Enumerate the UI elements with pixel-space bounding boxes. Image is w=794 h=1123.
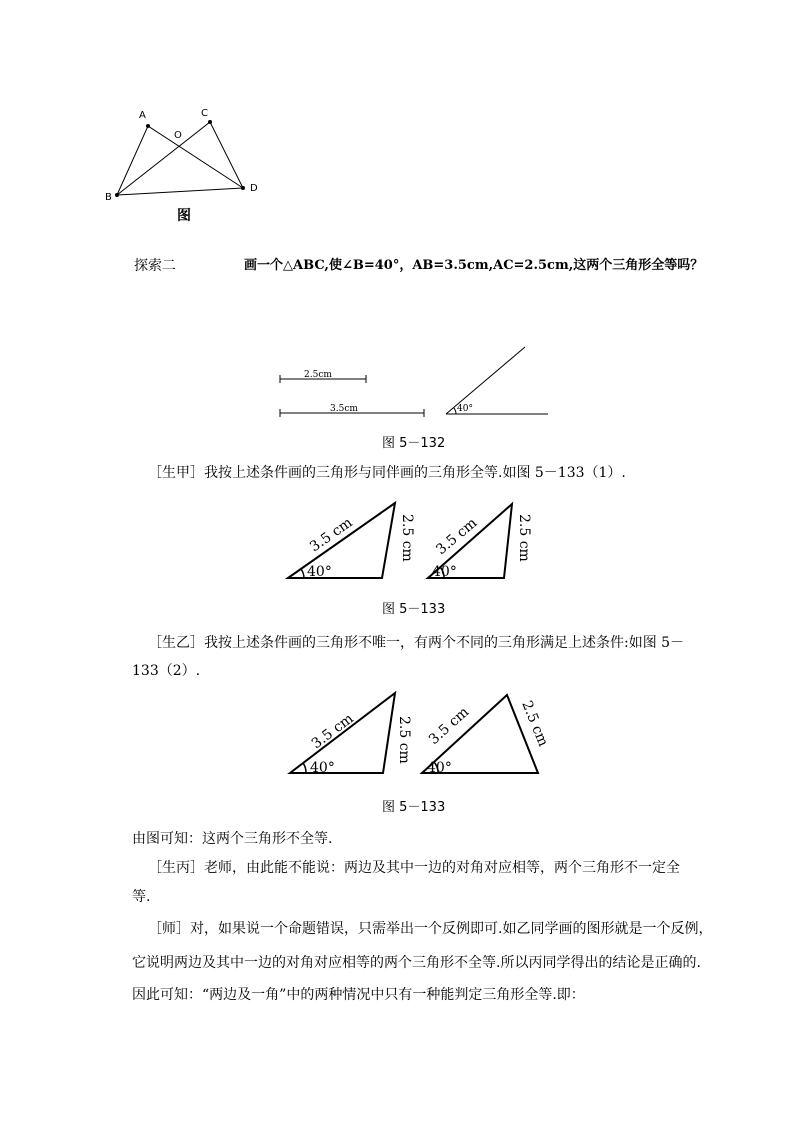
- point-c: [208, 120, 212, 124]
- label-d: D: [250, 183, 258, 194]
- label-c: C: [201, 108, 208, 119]
- paragraph-teacher-line1: ［师］对，如果说一个命题错误，只需举出一个反例即可.如乙同学画的图形就是一个反例，: [148, 921, 713, 937]
- figure-5-133-1-caption: 图 5－133: [382, 602, 446, 617]
- segment-bc: [117, 122, 210, 195]
- label-o: O: [174, 130, 182, 141]
- figure-5-132: [270, 340, 560, 425]
- figure-5-133-2-caption: 图 5－133: [382, 800, 446, 815]
- side1-label-right: 3.5 cm: [425, 704, 473, 748]
- angle-arc-left: [301, 569, 304, 578]
- point-b: [115, 193, 119, 197]
- figure-top-caption: 图: [177, 208, 191, 224]
- side1-label-left: 3.5 cm: [308, 710, 357, 753]
- segment-ab: [117, 126, 148, 195]
- point-a: [146, 124, 150, 128]
- side2-label-left: 2.5 cm: [396, 716, 412, 764]
- figure-5-133-2: [282, 688, 552, 788]
- angle-label-left: 40°: [307, 564, 332, 580]
- label-b: B: [105, 192, 112, 203]
- segment-3-5cm-label: 3.5cm: [330, 404, 358, 414]
- side2-label-right: 2.5 cm: [516, 514, 532, 562]
- paragraph-conclusion: 由图可知：这两个三角形不全等.: [132, 831, 333, 847]
- paragraph-student-yi-line1: ［生乙］我按上述条件画的三角形不唯一，有两个不同的三角形满足上述条件:如图 5－: [148, 635, 685, 651]
- figure-5-132-caption: 图 5－132: [382, 436, 446, 451]
- exploration-label: 探索二: [134, 258, 176, 274]
- paragraph-student-yi-line2: 133（2）.: [132, 663, 201, 679]
- segment-bd: [117, 188, 243, 195]
- side2-label-right: 2.5 cm: [518, 698, 552, 749]
- paragraph-student-jia: ［生甲］我按上述条件画的三角形与同伴画的三角形全等.如图 5－133（1）.: [148, 465, 626, 481]
- paragraph-teacher-line2: 它说明两边及其中一边的对角对应相等的两个三角形不全等.所以丙同学得出的结论是正确的.: [132, 955, 701, 971]
- paragraph-student-bing-line1: ［生丙］老师，由此能不能说：两边及其中一边的对角对应相等，两个三角形不一定全: [148, 860, 680, 876]
- label-a: A: [139, 110, 146, 121]
- paragraph-final: 因此可知：“两边及一角”中的两种情况中只有一种能判定三角形全等.即：: [132, 987, 585, 1003]
- segment-ad: [148, 126, 243, 188]
- point-d: [241, 186, 245, 190]
- angle-arc: [454, 408, 456, 414]
- triangle-left: [288, 503, 395, 578]
- figure-crossed-triangles: [95, 100, 265, 210]
- segment-cd: [210, 122, 243, 188]
- angle-arc-left: [303, 763, 306, 773]
- figure-5-133-1: [282, 492, 542, 592]
- paragraph-student-bing-line2: 等.: [132, 889, 151, 905]
- angle-label-left: 40°: [310, 760, 335, 776]
- angle-label: 40°: [457, 404, 473, 414]
- segment-2-5cm-label: 2.5cm: [304, 370, 332, 380]
- side1-label-left: 3.5 cm: [307, 514, 356, 556]
- angle-label-right: 40°: [432, 564, 457, 580]
- side2-label-left: 2.5 cm: [399, 514, 415, 562]
- angle-label-right: 40°: [427, 760, 452, 776]
- exploration-question: 画一个△ABC,使∠B=40°，AB=3.5cm,AC=2.5cm,这两个三角形全等吗？: [244, 258, 704, 273]
- side1-label-right: 3.5 cm: [433, 515, 481, 559]
